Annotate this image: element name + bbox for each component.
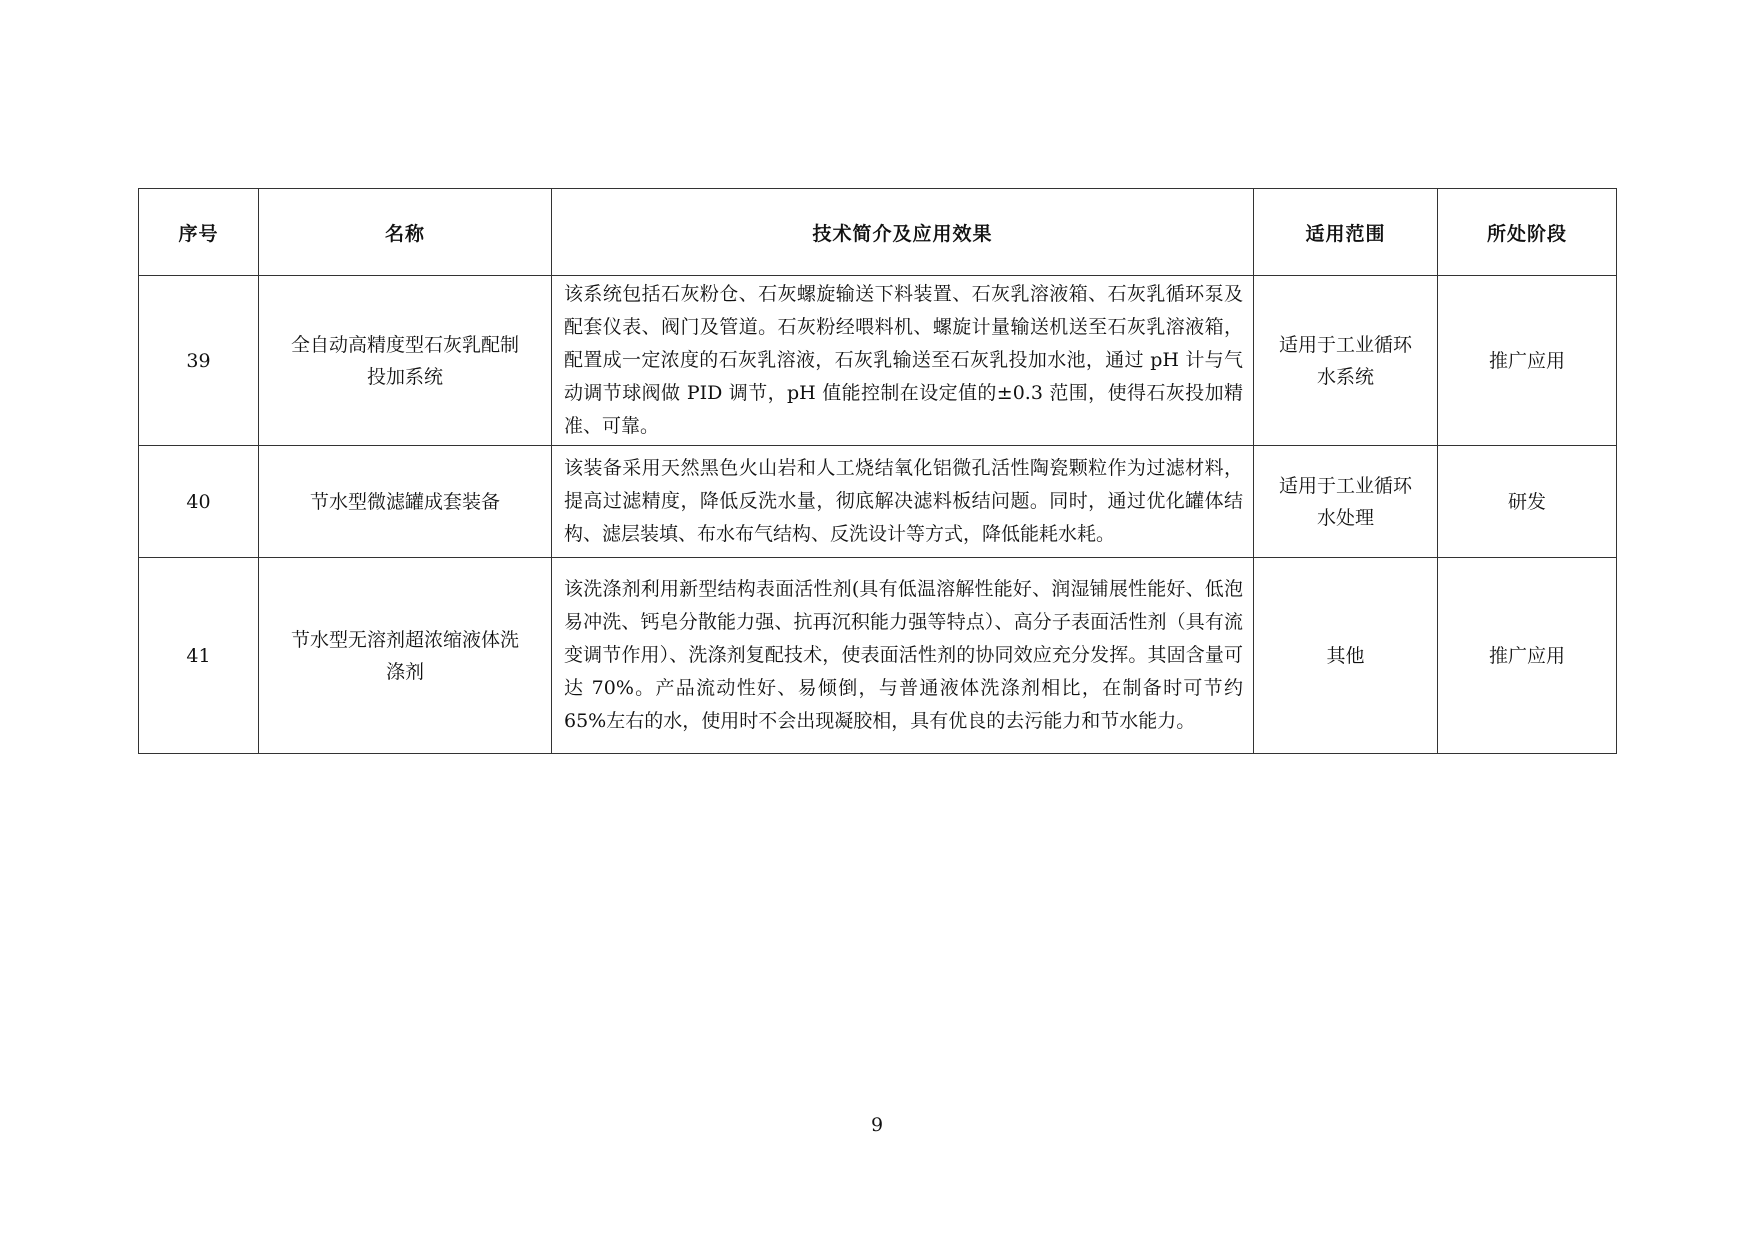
- page-number: 9: [870, 1114, 884, 1136]
- row-index: 40: [139, 446, 259, 558]
- row-stage: 研发: [1438, 446, 1617, 558]
- technology-table: [138, 188, 1617, 754]
- header-index: 序号: [139, 189, 259, 276]
- row-description: 该装备采用天然黑色火山岩和人工烧结氧化铝微孔活性陶瓷颗粒作为过滤材料，提高过滤精度，降低反洗水量，彻底解决滤料板结问题。同时，通过优化罐体结构、滤层装填、布水布气结构、反洗设计等方式，降低能耗水耗。: [552, 446, 1254, 558]
- table-row: [139, 446, 1617, 558]
- header-scope: 适用范围: [1254, 189, 1438, 276]
- header-name: 名称: [259, 189, 552, 276]
- row-scope: 适用于工业循环水系统: [1254, 276, 1438, 446]
- row-scope: 适用于工业循环水处理: [1254, 446, 1438, 558]
- row-description: 该系统包括石灰粉仓、石灰螺旋输送下料装置、石灰乳溶液箱、石灰乳循环泵及配套仪表、阀门及管道。石灰粉经喂料机、螺旋计量输送机送至石灰乳溶液箱，配置成一定浓度的石灰乳溶液，石灰乳输送至石灰乳投加水池，通过 pH 计与气动调节球阀做 PID 调节，pH 值能控制在设定值的±0.3 范围，使得石灰投加精准、可靠。: [552, 276, 1254, 446]
- row-index: 41: [139, 558, 259, 754]
- row-description: 该洗涤剂利用新型结构表面活性剂(具有低温溶解性能好、润湿铺展性能好、低泡易冲洗、钙皂分散能力强、抗再沉积能力强等特点）、高分子表面活性剂（具有流变调节作用）、洗涤剂复配技术，使表面活性剂的协同效应充分发挥。其固含量可达 70%。产品流动性好、易倾倒，与普通液体洗涤剂相比，在制备时可节约 65%左右的水，使用时不会出现凝胶相，具有优良的去污能力和节水能力。: [552, 558, 1254, 754]
- row-index: 39: [139, 276, 259, 446]
- table-header-row: [139, 189, 1617, 276]
- row-stage: 推广应用: [1438, 558, 1617, 754]
- row-name: 节水型无溶剂超浓缩液体洗涤剂: [259, 558, 552, 754]
- row-scope: 其他: [1254, 558, 1438, 754]
- row-stage: 推广应用: [1438, 276, 1617, 446]
- header-description: 技术简介及应用效果: [552, 189, 1254, 276]
- table-row: [139, 276, 1617, 446]
- table-row: [139, 558, 1617, 754]
- header-stage: 所处阶段: [1438, 189, 1617, 276]
- row-name: 全自动高精度型石灰乳配制投加系统: [259, 276, 552, 446]
- row-name: 节水型微滤罐成套装备: [259, 446, 552, 558]
